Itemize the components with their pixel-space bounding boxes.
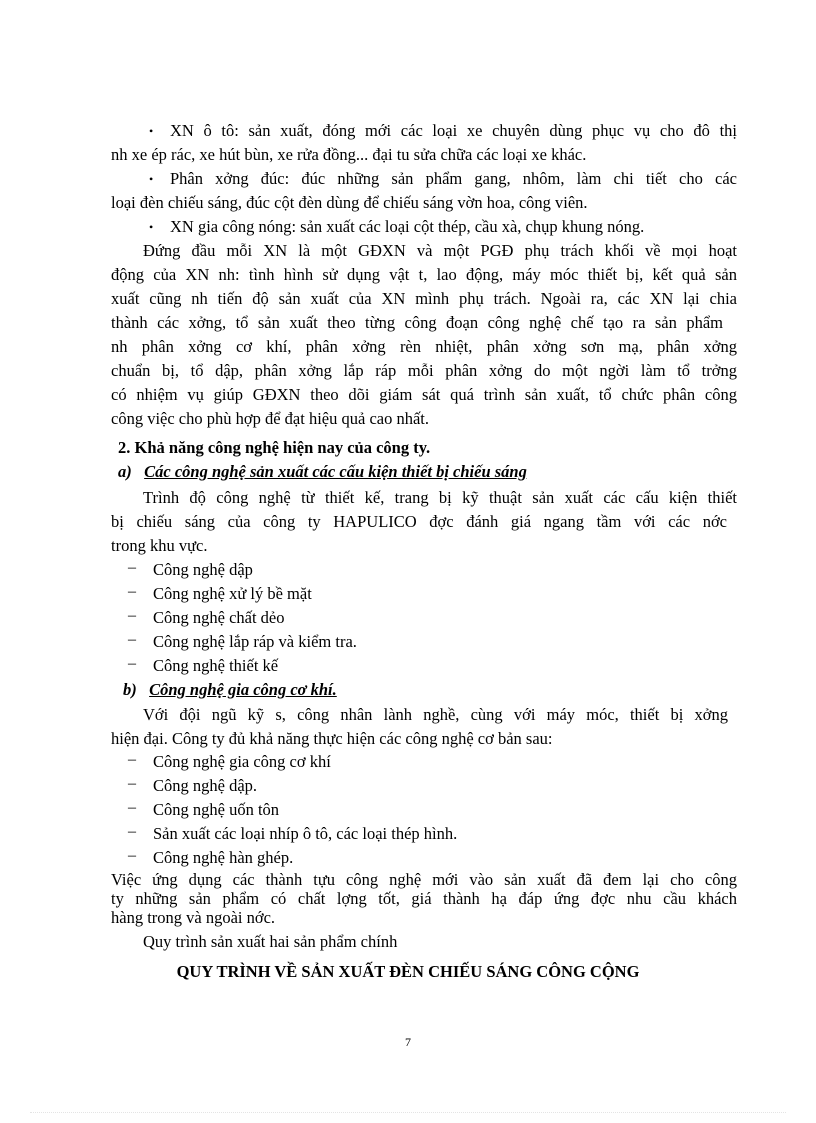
list-a-item: Công nghệ dập <box>153 560 253 579</box>
dash-icon: – <box>128 847 136 864</box>
bullet-icon: • <box>149 220 154 234</box>
subsection-a-title: Các công nghệ sản xuất các cấu kiện thiết bị chiếu sáng <box>144 462 527 481</box>
paragraph-1-line-3: xuất cũng nh tiến độ sản xuất của XN mình phụ trách. Ngoài ra, các XN lại chia <box>111 289 737 308</box>
dash-icon: – <box>128 607 136 624</box>
paragraph-2-line-3: trong khu vực. <box>111 536 208 555</box>
bullet-1-line-2: nh xe ép rác, xe hút bùn, xe rửa đồng... đại tu sửa chữa các loại xe khác. <box>111 145 587 164</box>
paragraph-1-line-1: Đứng đầu mỗi XN là một GĐXN và một PGĐ phụ trách khối về mọi hoạt <box>143 241 737 260</box>
bullet-3-line-1: XN gia công nóng: sản xuất các loại cột thép, cầu xà, chụp khung nóng. <box>170 217 645 236</box>
paragraph-1-line-2: động của XN nh: tình hình sử dụng vật t, lao động, máy móc thiết bị, kết quả sản <box>111 265 737 284</box>
bullet-1-line-1: XN ô tô: sản xuất, đóng mới các loại xe chuyên dùng phục vụ cho đô thị <box>170 121 737 140</box>
subsection-b-label: b) <box>123 680 137 699</box>
paragraph-2-line-1: Trình độ công nghệ từ thiết kế, trang bị kỹ thuật sản xuất các cấu kiện thiết <box>143 488 737 507</box>
list-b-item: Sản xuất các loại nhíp ô tô, các loại thép hình. <box>153 824 458 843</box>
list-a-item: Công nghệ chất dẻo <box>153 608 285 627</box>
list-a-item: Công nghệ xử lý bề mặt <box>153 584 312 603</box>
list-a-item: Công nghệ lắp ráp và kiểm tra. <box>153 632 357 651</box>
dash-icon: – <box>128 583 136 600</box>
bullet-2-line-1: Phân xởng đúc: đúc những sản phẩm gang, nhôm, làm chi tiết cho các <box>170 169 737 188</box>
paragraph-3-line-2: hiện đại. Công ty đủ khả năng thực hiện các công nghệ cơ bản sau: <box>111 729 553 748</box>
section-heading: 2. Khả năng công nghệ hiện nay của công ty. <box>118 438 431 457</box>
list-b-item: Công nghệ uốn tôn <box>153 800 280 819</box>
paragraph-1-line-4: thành các xởng, tổ sản xuất theo từng công đoạn công nghệ chế tạo ra sản phẩm <box>111 313 723 332</box>
list-b-item: Công nghệ dập. <box>153 776 258 795</box>
paragraph-4-line-2: ty những sản phẩm có chất lợng tốt, giá thành hạ đáp ứng đợc nhu cầu khách <box>111 889 737 908</box>
page-number: 7 <box>405 1035 411 1049</box>
paragraph-1-line-7: có nhiệm vụ giúp GĐXN theo dõi giám sát quá trình sản xuất, tổ chức phân công <box>111 385 737 404</box>
process-title: QUY TRÌNH VỀ SẢN XUẤT ĐÈN CHIẾU SÁNG CÔNG CỘNG <box>176 962 640 981</box>
subsection-b-heading <box>123 680 337 700</box>
paragraph-4-line-3: hàng trong và ngoài nớc. <box>111 908 276 927</box>
bullet-icon: • <box>149 124 154 138</box>
subsection-a-label: a) <box>118 462 132 481</box>
dash-icon: – <box>128 655 136 672</box>
dash-icon: – <box>128 799 136 816</box>
paragraph-1-line-8: công việc cho phù hợp để đạt hiệu quả cao nhất. <box>111 409 429 428</box>
bullet-2-line-2: loại đèn chiếu sáng, đúc cột đèn dùng để chiếu sáng vờn hoa, công viên. <box>111 193 588 212</box>
dash-icon: – <box>128 775 136 792</box>
list-b-item: Công nghệ hàn ghép. <box>153 848 294 867</box>
dash-icon: – <box>128 751 136 768</box>
subsection-b-title: Công nghệ gia công cơ khí. <box>149 680 337 699</box>
paragraph-1-line-5: nh phân xởng cơ khí, phân xởng rèn nhiệt, phân xởng sơn mạ, phân xởng <box>111 337 737 356</box>
list-a-item: Công nghệ thiết kế <box>153 656 279 675</box>
paragraph-1-line-6: chuẩn bị, tổ dập, phân xởng lắp ráp mỗi phân xởng do một ngời làm tổ trởng <box>111 361 737 380</box>
paragraph-4-line-1: Việc ứng dụng các thành tựu công nghệ mới vào sản xuất đã đem lại cho công <box>111 870 737 889</box>
dash-icon: – <box>128 559 136 576</box>
subsection-a-heading <box>118 462 527 482</box>
list-b-item: Công nghệ gia công cơ khí <box>153 752 331 771</box>
footer-divider <box>30 1112 786 1113</box>
paragraph-5: Quy trình sản xuất hai sản phẩm chính <box>143 932 398 951</box>
paragraph-2-line-2: bị chiếu sáng của công ty HAPULICO đợc đánh giá ngang tầm với các nớc <box>111 512 727 531</box>
bullet-icon: • <box>149 172 154 186</box>
dash-icon: – <box>128 631 136 648</box>
paragraph-3-line-1: Với đội ngũ kỹ s, công nhân lành nghề, cùng với máy móc, thiết bị xởng <box>143 705 728 724</box>
dash-icon: – <box>128 823 136 840</box>
